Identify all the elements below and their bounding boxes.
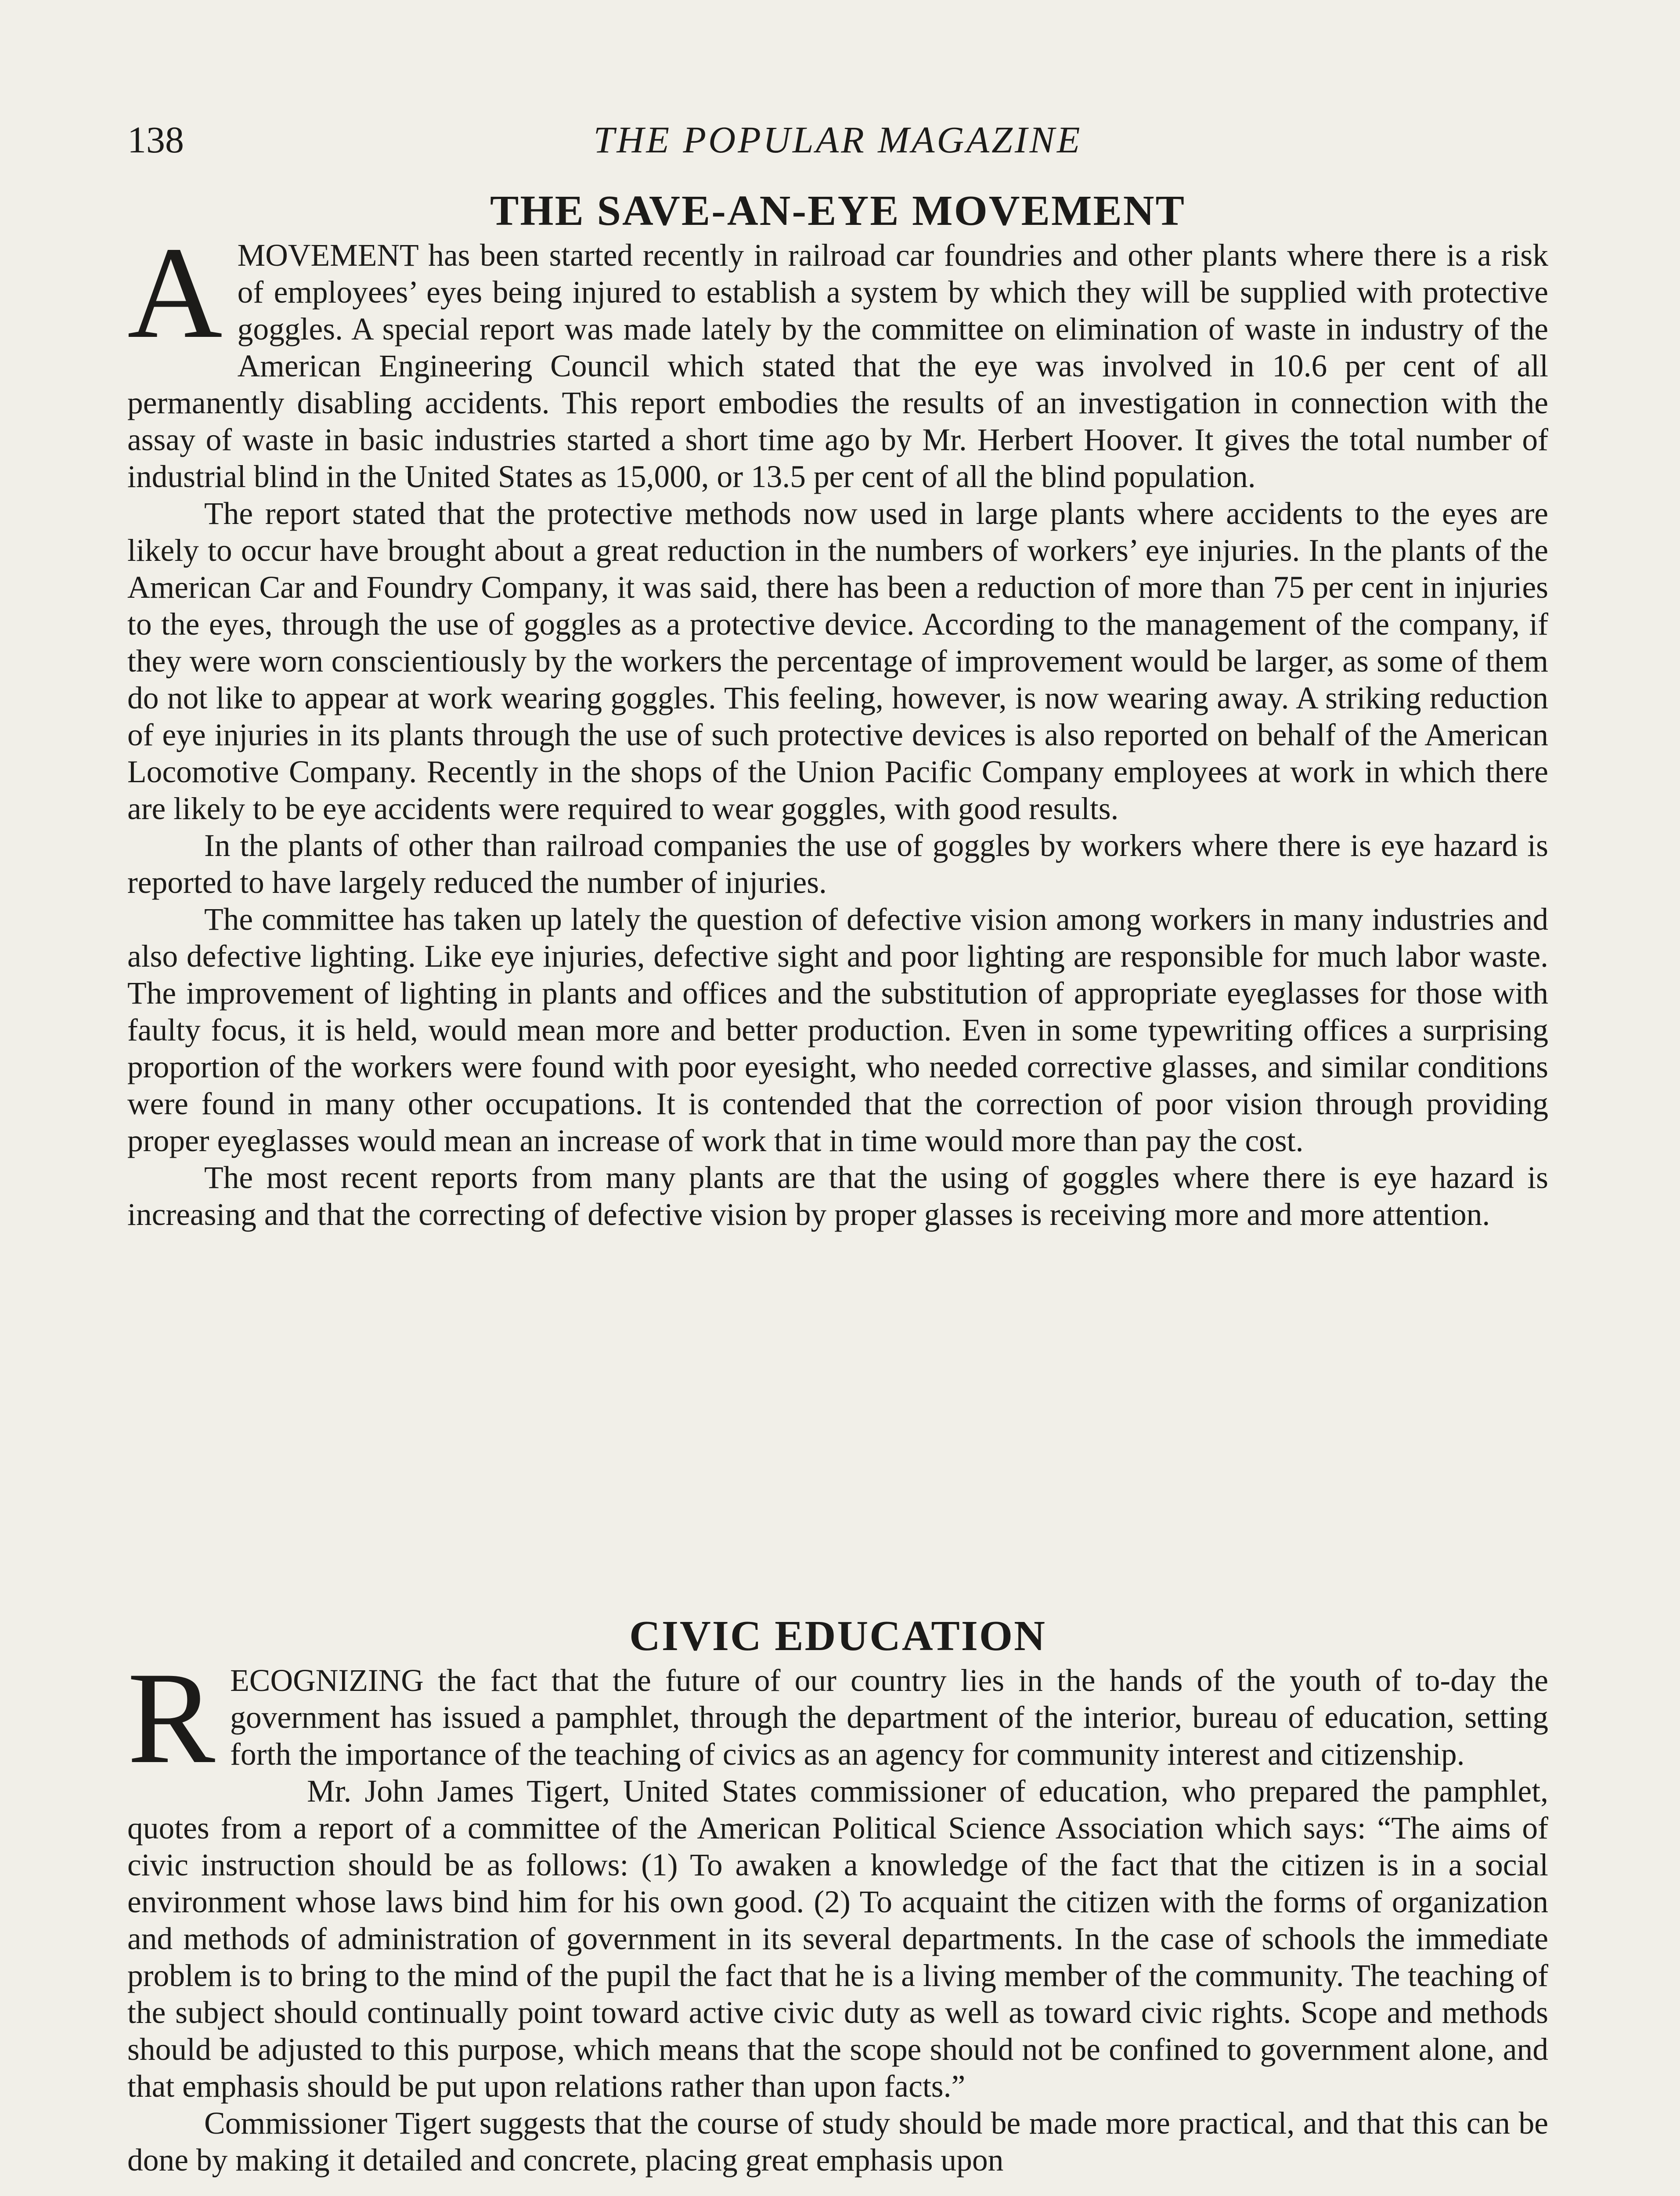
running-head: THE POPULAR MAGAZINE xyxy=(593,119,1082,161)
lead-text: the fact that the future of our country lies in the hands of the youth of to-day the government has issued a pamphlet, through the department of the interior, bureau of education, setting forth the importance of the teaching of civics as an agency for community interest and citizenship. xyxy=(230,1663,1548,1772)
paragraph: In the plants of other than railroad companies the use of goggles by workers where there is eye hazard is reported to have largely reduced the number of injuries. xyxy=(127,828,1548,900)
drop-cap: A xyxy=(127,220,223,365)
article-body xyxy=(127,1645,1548,2179)
paragraph: The most recent reports from many plants are that the using of goggles where there is eye hazard is increasing and that the correcting of defective vision by proper glasses is receiving more and more attention. xyxy=(127,1160,1548,1232)
paragraph: Commissioner Tigert suggests that the course of study should be made more practical, and that this can be done by making it detailed and concrete, placing great emphasis upon xyxy=(127,2106,1548,2178)
page-header xyxy=(127,113,1548,166)
article-body xyxy=(127,220,1548,1233)
lead-paragraph xyxy=(127,220,1548,495)
lead-paragraph xyxy=(127,1645,1548,1791)
article-title: THE SAVE-AN-EYE MOVEMENT xyxy=(490,187,1186,235)
article-save-an-eye xyxy=(127,184,1548,1233)
paragraph: Mr. John James Tigert, United States commissioner of education, who prepared the pamphlet, quotes from a report of a committee of the American Political Science Association which says: “The aims of civic instruction should be as follows: (1) To awaken a knowledge of the fact that the citizen is in a social environment whose laws bind him for his own good. (2) To acquaint the citizen with the forms of organization and methods of administration of government in its several departments. In the case of schools the immediate problem is to bring to the mind of the pupil the fact that he is a living member of the community. The teaching of the subject should continually point toward active civic duty as well as toward civic rights. Scope and methods should be adjusted to this purpose, which means that the scope should not be confined to government alone, and that emphasis should be put upon relations rather than upon facts.” xyxy=(127,1774,1548,2104)
paragraph: The report stated that the protective methods now used in large plants where accidents to the eyes are likely to occur have brought about a great reduction in the numbers of workers’ eye injuries. In the plants of the American Car and Foundry Company, it was said, there has been a reduction of more than 75 per cent in injuries to the eyes, through the use of goggles as a protective device. According to the management of the company, if they were worn conscientiously by the workers the percentage of improvement would be larger, as some of them do not like to appear at work wearing goggles. This feeling, however, is now wearing away. A striking reduction of eye injuries in its plants through the use of such protective devices is also reported on behalf of the American Locomotive Company. Recently in the shops of the Union Pacific Company employees at work in which there are likely to be eye accidents were required to wear goggles, with good results. xyxy=(127,496,1548,826)
lead-word: MOVEMENT xyxy=(237,238,418,273)
paragraph: The committee has taken up lately the question of defective vision among workers in many industries and also defective lighting. Like eye injuries, defective sight and poor lighting are responsible for much labor waste. The improvement of lighting in plants and offices and the substitution of appropriate eyeglasses for those with faulty focus, it is held, would mean more and better production. Even in some typewriting offices a surprising proportion of the workers were found with poor eyesight, who needed corrective glasses, and similar conditions were found in many other occupations. It is contended that the correction of poor vision through providing proper eyeglasses would mean an increase of work that in time would more than pay the cost. xyxy=(127,902,1548,1158)
article-civic-education xyxy=(127,1610,1548,2179)
page-number: 138 xyxy=(127,119,184,161)
lead-text: has been started recently in railroad car foundries and other plants where there is a risk of employees’ eyes being injured to establish a system by which they will be supplied with protective goggles. A special report was made lately by the committee on elimination of waste in industry of the American Engineering Council which stated that the eye was involved in 10.6 per cent of all permanently disabling accidents. This report embodies the results of an investigation in connection with the assay of waste in basic industries started a short time ago by Mr. Herbert Hoover. It gives the total number of industrial blind in the United States as 15,000, or 13.5 per cent of all the blind population. xyxy=(127,238,1548,494)
drop-cap: R xyxy=(127,1645,216,1791)
article-title: CIVIC EDUCATION xyxy=(629,1612,1046,1660)
lead-word: ECOGNIZING xyxy=(230,1663,424,1698)
